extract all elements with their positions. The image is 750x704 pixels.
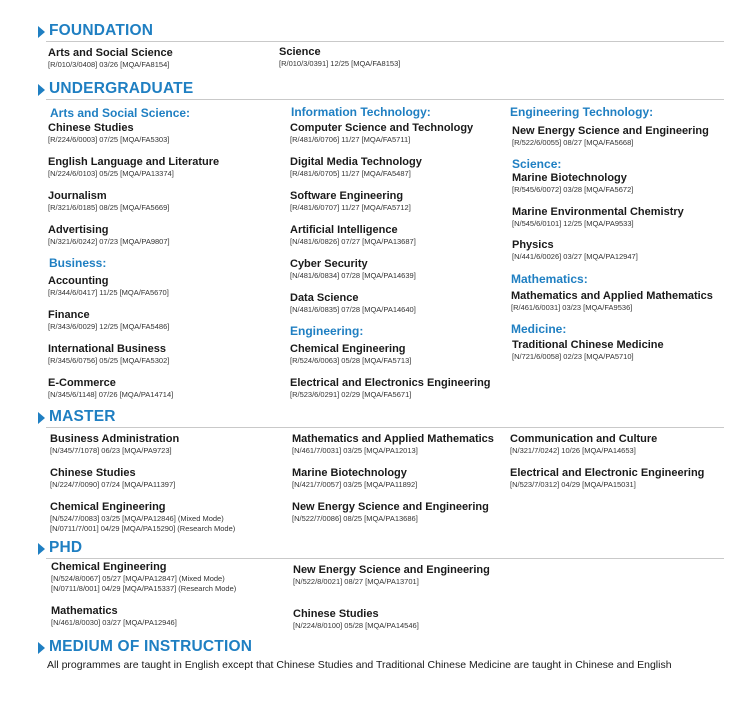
- programme-item: [512, 171, 633, 195]
- section-divider: [46, 558, 724, 559]
- programme-name: Marine Environmental Chemistry: [512, 206, 684, 218]
- section-title: UNDERGRADUATE: [49, 80, 194, 97]
- section-title: PHD: [49, 539, 83, 556]
- programme-code: [N/522/8/0021] 08/27 [MQA/PA13701]: [293, 577, 419, 586]
- programme-item: [292, 432, 494, 456]
- programme-name: Business Administration: [50, 433, 180, 445]
- triangle-bullet-icon: [38, 412, 45, 424]
- triangle-bullet-icon: [38, 26, 45, 38]
- programme-name: Chemical Engineering: [51, 561, 167, 573]
- programme-name: Electrical and Electronic Engineering: [510, 467, 705, 479]
- programme-code: [N/321/6/0242] 07/23 [MQA/PA9807]: [48, 237, 170, 246]
- category-heading: Science:: [512, 157, 562, 171]
- programme-code: [R/524/6/0063] 05/28 [MQA/FA5713]: [290, 356, 412, 365]
- programme-code: [R/522/6/0055] 08/27 [MQA/FA5668]: [512, 138, 634, 147]
- triangle-bullet-icon: [38, 84, 45, 96]
- programme-code: [N/224/8/0100] 05/28 [MQA/PA14546]: [293, 621, 419, 630]
- medium-of-instruction-text: All programmes are taught in English except that Chinese Studies and Traditional Chinese Medicine are taught in Chinese and English: [47, 659, 672, 671]
- programme-code: [R/343/6/0029] 12/25 [MQA/FA5486]: [48, 322, 170, 331]
- programme-item: [293, 563, 490, 587]
- programme-item: [48, 376, 173, 400]
- programme-name: Chinese Studies: [50, 467, 136, 479]
- programme-code: [N/441/6/0026] 03/27 [MQA/PA12947]: [512, 252, 638, 261]
- programme-code: [R/545/6/0072] 03/28 [MQA/FA5672]: [512, 185, 634, 194]
- programme-item: [48, 121, 169, 145]
- programme-name: Accounting: [48, 275, 109, 287]
- programme-code: [N/522/7/0086] 08/25 [MQA/PA13686]: [292, 514, 418, 523]
- programme-item: [48, 189, 169, 213]
- programme-name: Artificial Intelligence: [290, 224, 398, 236]
- programme-name: Digital Media Technology: [290, 156, 422, 168]
- programme-name: Mathematics and Applied Mathematics: [292, 433, 494, 445]
- programme-item: [290, 189, 411, 213]
- programme-code: [R/481/6/0705] 11/27 [MQA/FA5487]: [290, 169, 411, 178]
- category-heading: Information Technology:: [291, 105, 431, 119]
- programme-code: [R/344/6/0417] 11/25 [MQA/FA5670]: [48, 288, 169, 297]
- section-title: MEDIUM OF INSTRUCTION: [49, 638, 253, 655]
- programme-item: [510, 466, 704, 490]
- programme-item: [48, 342, 169, 366]
- programme-name: New Energy Science and Engineering: [292, 501, 489, 513]
- programme-code: [N/481/6/0835] 07/28 [MQA/PA14640]: [290, 305, 416, 314]
- programme-item: [48, 223, 170, 247]
- programme-code: [N/224/6/0103] 05/25 [MQA/PA13374]: [48, 169, 174, 178]
- programme-code: [N/345/6/1148] 07/26 [MQA/PA14714]: [48, 390, 174, 399]
- programme-code: [R/523/6/0291] 02/29 [MQA/FA5671]: [290, 390, 412, 399]
- programme-code: [R/010/3/0408] 03/26 [MQA/FA8154]: [48, 60, 170, 69]
- programme-code: [N/345/7/1078] 06/23 [MQA/PA9723]: [50, 446, 172, 455]
- category-heading: Engineering:: [290, 324, 364, 338]
- programme-name: Advertising: [48, 224, 109, 236]
- programme-code: [N/481/6/0834] 07/28 [MQA/PA14639]: [290, 271, 416, 280]
- programme-item: [48, 274, 169, 298]
- programme-item: [50, 500, 235, 534]
- programme-item: [512, 338, 664, 362]
- programme-item: [293, 607, 419, 631]
- programme-name: Marine Biotechnology: [512, 172, 627, 184]
- programme-name: International Business: [48, 343, 166, 355]
- programme-name: Computer Science and Technology: [290, 122, 474, 134]
- programme-item: [290, 257, 416, 281]
- programme-code: [R/321/6/0185] 08/25 [MQA/FA5669]: [48, 203, 170, 212]
- category-heading: Arts and Social Science:: [50, 106, 191, 120]
- programme-name: Science: [279, 46, 321, 58]
- programme-item: [48, 46, 173, 70]
- programme-name: Physics: [512, 239, 554, 251]
- programme-item: [290, 121, 473, 145]
- category-heading: Mathematics:: [511, 272, 588, 286]
- programme-item: [48, 155, 219, 179]
- programme-name: Finance: [48, 309, 90, 321]
- section-divider: [46, 427, 724, 428]
- programme-name: New Energy Science and Engineering: [512, 125, 709, 137]
- programme-code: [R/224/6/0003] 07/25 [MQA/FA5303]: [48, 135, 170, 144]
- programme-item: [292, 466, 417, 490]
- programme-name: Electrical and Electronics Engineering: [290, 377, 491, 389]
- programme-item: [512, 238, 638, 262]
- programme-code-research: [N/0711/7/001] 04/29 [MQA/PA15290] (Research Mode): [50, 524, 236, 533]
- programme-item: [292, 500, 489, 524]
- triangle-bullet-icon: [38, 543, 45, 555]
- programme-code: [R/461/6/0031] 03/23 [MQA/FA9536]: [511, 303, 633, 312]
- programme-name: Mathematics and Applied Mathematics: [511, 290, 713, 302]
- programme-code-research: [N/0711/8/001] 04/29 [MQA/PA15337] (Research Mode): [51, 584, 237, 593]
- programme-code: [R/481/6/0706] 11/27 [MQA/FA5711]: [290, 135, 411, 144]
- programme-item: [290, 223, 416, 247]
- category-heading: Engineering Technology:: [510, 105, 654, 119]
- programme-name: Chemical Engineering: [290, 343, 406, 355]
- programme-name: Journalism: [48, 190, 107, 202]
- programme-item: [290, 376, 491, 400]
- programme-code: [N/224/7/0090] 07/24 [MQA/PA11397]: [50, 480, 176, 489]
- programme-item: [50, 432, 179, 456]
- programme-code: [R/010/3/0391] 12/25 [MQA/FA8153]: [279, 59, 401, 68]
- programme-name: Marine Biotechnology: [292, 467, 407, 479]
- programme-item: [50, 466, 175, 490]
- programme-name: Chinese Studies: [293, 608, 379, 620]
- category-heading: Medicine:: [511, 322, 567, 336]
- programme-code: [N/523/7/0312] 04/29 [MQA/PA15031]: [510, 480, 636, 489]
- programme-code: [N/461/8/0030] 03/27 [MQA/PA12946]: [51, 618, 177, 627]
- programme-code: [N/524/8/0067] 05/27 [MQA/PA12847] (Mixed Mode): [51, 574, 225, 583]
- programme-item: [512, 124, 709, 148]
- programme-name: Cyber Security: [290, 258, 368, 270]
- programme-code: [N/321/7/0242] 10/26 [MQA/PA14653]: [510, 446, 636, 455]
- programme-name: English Language and Literature: [48, 156, 220, 168]
- programme-name: Arts and Social Science: [48, 47, 173, 59]
- programme-name: Software Engineering: [290, 190, 404, 202]
- section-divider: [46, 99, 724, 100]
- programme-name: Traditional Chinese Medicine: [512, 339, 664, 351]
- programme-code: [R/345/6/0756] 05/25 [MQA/FA5302]: [48, 356, 170, 365]
- programme-item: [290, 291, 416, 315]
- programme-code: [N/421/7/0057] 03/25 [MQA/PA11892]: [292, 480, 418, 489]
- programme-name: Chinese Studies: [48, 122, 134, 134]
- programme-item: [511, 289, 713, 313]
- programme-name: E-Commerce: [48, 377, 116, 389]
- programme-code: [N/461/7/0031] 03/25 [MQA/PA12013]: [292, 446, 418, 455]
- triangle-bullet-icon: [38, 642, 45, 654]
- programme-code: [N/721/6/0058] 02/23 [MQA/PA5710]: [512, 352, 634, 361]
- programme-code: [N/481/6/0826] 07/27 [MQA/PA13687]: [290, 237, 416, 246]
- programme-item: [512, 205, 684, 229]
- programme-code: [N/545/6/0101] 12/25 [MQA/PA9533]: [512, 219, 634, 228]
- programme-name: Chemical Engineering: [50, 501, 166, 513]
- section-title: MASTER: [49, 408, 116, 425]
- programme-name: New Energy Science and Engineering: [293, 564, 490, 576]
- programme-item: [510, 432, 657, 456]
- section-divider: [46, 41, 724, 42]
- programme-item: [290, 155, 422, 179]
- programme-name: Communication and Culture: [510, 433, 658, 445]
- programme-item: [290, 342, 411, 366]
- programme-code: [N/524/7/0083] 03/25 [MQA/PA12846] (Mixed Mode): [50, 514, 224, 523]
- category-heading: Business:: [49, 256, 107, 270]
- programme-item: [48, 308, 169, 332]
- programme-name: Mathematics: [51, 605, 118, 617]
- programme-item: [51, 604, 177, 628]
- section-title: FOUNDATION: [49, 22, 154, 39]
- programme-code: [R/481/6/0707] 11/27 [MQA/FA5712]: [290, 203, 411, 212]
- programme-name: Data Science: [290, 292, 359, 304]
- programme-item: [51, 560, 236, 594]
- programme-item: [279, 45, 400, 69]
